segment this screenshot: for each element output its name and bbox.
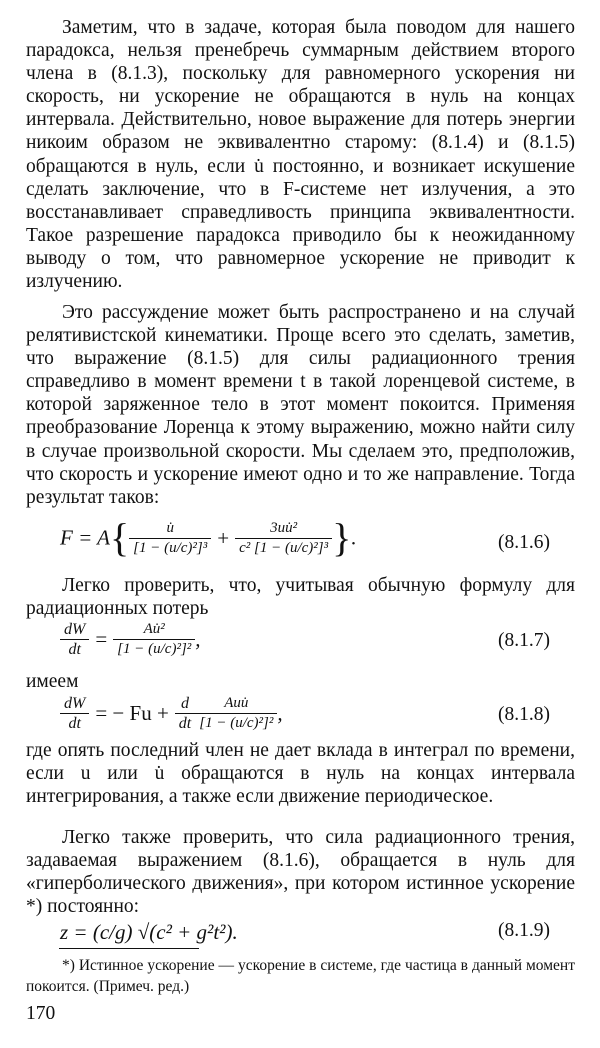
equation-number: (8.1.6)	[498, 532, 550, 553]
eq6-left-brace: {	[109, 515, 130, 560]
footnote-rule	[59, 948, 199, 949]
paragraph-radiation-losses: Легко проверить, что, учитывая обычную формулу для радиационных потерь	[26, 575, 575, 620]
eq6-right-brace: }	[332, 515, 352, 560]
footnote: *) Истинное ускорение — ускорение в системе, где частица в данный момент покоится. (Примеч. ред.)	[26, 957, 575, 995]
eq8-lhs-fraction: $\frac{dW}{dt}$	[60, 694, 89, 733]
equation-8-1-8: $\frac{dW}{dt}$ = − Fu + $\frac{d}{dt}$ $\frac{\text{Auu̇}}{\text{[1 − (u/c)²]²}}$ , (8.1.8)	[60, 694, 575, 733]
paragraph-relativistic: Это рассуждение может быть распространено и на случай релятивистской кинематики. Проще всего это сделать, заметив, что выражение (8.1.5) для силы радиационного трения справедливо в момент времени t в такой лоренцевой системе, в которой заряженное тело в этот момент покоится. Применяя преобразование Лоренца к этому выражению, можно найти силу в случае произвольной скорости. Мы сделаем это, предположив, что скорость и ускорение имеют одно и то же направление. Тогда результат таков:	[26, 302, 575, 508]
page-number: 170	[26, 1003, 56, 1024]
paragraph-integral: где опять последний член не дает вклада в интеграл по времени, если u или u̇ обращаются в нуль на концах интервала интегрирования, а также если движение периодическое.	[26, 740, 575, 808]
equation-8-1-7: $\frac{dW}{dt}$ = $\frac{\text{Au̇²}}{\text{[1 − (u/c)²]²}}$ , (8.1.7)	[60, 620, 575, 659]
eq7-rhs-fraction: $\frac{\text{Au̇²}}{\text{[1 − (u/c)²]²}}$	[113, 620, 195, 659]
paragraph-paradox: Заметим, что в задаче, которая была поводом для нашего парадокса, нельзя пренебречь суммарным действием второго члена в (8.1.3), поскольку для равномерного ускорения ни скорость, ни ускорение не обращаются в нуль на концах интервала. Действительно, новое выражение для потерь энергии никоим образом не эквивалентно старому: (8.1.4) и (8.1.5) обращаются в нуль, если u̇ постоянно, и возникает искушение сделать заключение, что в F-системе нет излучения, а это восстанавливает справедливость принципа эквивалентности. Такое разрешение парадокса приводило бы к неожиданному выводу о том, что равномерное ускорение не приводит к излучению.	[26, 17, 575, 293]
equation-8-1-6: F = A{ $\frac{u̇}{\text{[1 − (u/c)²]³}}$ + $\frac{\text{3uu̇²}}{\text{c² [1 − (u/c)²]³}}$ }. (8.1.6)	[60, 515, 550, 560]
eq6-lhs: F = A	[60, 525, 110, 550]
text-imeem: имеем	[26, 671, 79, 692]
eq8-derivative: $\frac{d}{dt}$	[175, 694, 195, 733]
equation-number: (8.1.7)	[498, 630, 550, 651]
equation-number: (8.1.8)	[498, 704, 550, 725]
eq6-plus: +	[217, 525, 230, 550]
eq7-lhs-fraction: $\frac{dW}{dt}$	[60, 620, 89, 659]
eq9-expression: z = (c/g) √(c² + g²t²).	[60, 920, 238, 944]
eq6-fraction-1: $\frac{u̇}{\text{[1 − (u/c)²]³}}$	[129, 519, 211, 558]
equation-number: (8.1.9)	[498, 920, 550, 941]
equation-8-1-9	[60, 920, 575, 945]
eq6-fraction-2: $\frac{\text{3uu̇²}}{\text{c² [1 − (u/c)²]³}}$	[235, 519, 332, 558]
eq8-rhs-fraction: $\frac{\text{Auu̇}}{\text{[1 − (u/c)²]²}}$	[195, 694, 277, 733]
paragraph-hyperbolic: Легко также проверить, что сила радиационного трения, задаваемая выражением (8.1.6), обращается в нуль для «гиперболического движения», при котором истинное ускорение *) постоянно:	[26, 827, 575, 918]
